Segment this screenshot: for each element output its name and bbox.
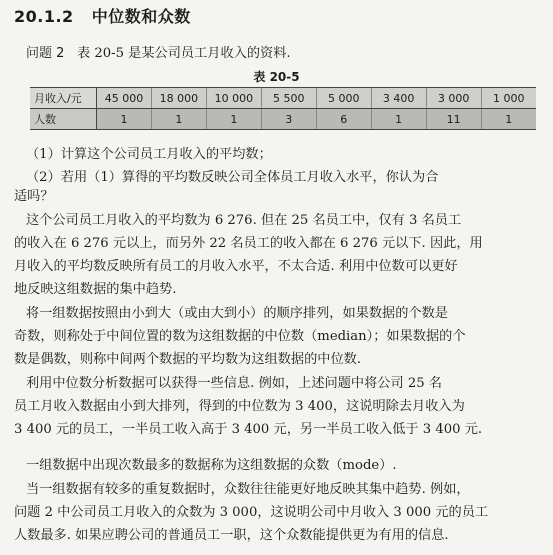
income-cell: 45 000: [97, 88, 152, 109]
count-cell: 6: [316, 109, 371, 130]
paragraph-line: 地反映这组数据的集中趋势.: [14, 282, 177, 297]
row-header-income: 月收入/元: [30, 88, 97, 109]
definition-line: 奇数，则称处于中间位置的数为这组数据的中位数（median）；如果数据的个: [14, 329, 466, 344]
paragraph-line: 人数最多. 如果应聘公司的普通员工一职，这个众数能提供更为有用的信息.: [14, 528, 449, 543]
table-caption: 表 20-5: [253, 70, 300, 84]
income-cell: 5 500: [261, 88, 316, 109]
income-cell: 3 400: [371, 88, 426, 109]
problem-statement: [14, 45, 552, 62]
count-cell: 1: [481, 109, 536, 130]
income-cell: 18 000: [151, 88, 206, 109]
count-cell: 1: [151, 109, 206, 130]
section-heading: [14, 4, 191, 27]
question-2-cont: 适吗？: [14, 189, 54, 204]
paragraph-line: 这个公司员工月收入的平均数为 6 276. 但在 25 名员工中，仅有 3 名员工: [26, 213, 462, 228]
paragraph-line: 的收入在 6 276 元以上，而另外 22 名员工的收入都在 6 276 元以下. 因此，用: [14, 236, 483, 251]
problem-label: 问题 2: [26, 46, 65, 61]
paragraph-line: 问题 2 中公司员工月收入的众数为 3 000，这说明公司中月收入 3 000 元的员工: [14, 505, 489, 520]
definition-line: 数是偶数，则称中间两个数据的平均数为这组数据的中位数.: [14, 352, 362, 367]
paragraph-line: 3 400 元的员工，一半员工收入高于 3 400 元，另一半员工收入低于 3 400 元.: [14, 422, 483, 437]
mode-definition: 一组数据中出现次数最多的数据称为这组数据的众数（mode）.: [26, 458, 397, 473]
count-cell: 1: [206, 109, 261, 130]
paragraph-line: 月收入的平均数反映所有员工的月收入水平，不太合适. 利用中位数可以更好: [14, 259, 458, 274]
row-header-count: 人数: [30, 109, 97, 130]
count-cell: 3: [261, 109, 316, 130]
definition-line: 将一组数据按照由小到大（或由大到小）的顺序排列，如果数据的个数是: [26, 306, 448, 321]
count-cell: 1: [97, 109, 152, 130]
section-number: 20.1.2: [14, 7, 74, 26]
problem-text: 表 20-5 是某公司员工月收入的资料.: [76, 46, 291, 61]
income-cell: 10 000: [206, 88, 261, 109]
paragraph-line: 员工月收入数据由小到大排列，得到的中位数为 3 400，这说明除去月收入为: [14, 399, 465, 414]
income-table: [30, 87, 536, 130]
table-row-count: [30, 109, 536, 130]
count-cell: 1: [371, 109, 426, 130]
paragraph-line: 利用中位数分析数据可以获得一些信息. 例如，上述问题中将公司 25 名: [26, 376, 442, 391]
table-row-income: [30, 88, 536, 109]
income-cell: 3 000: [426, 88, 481, 109]
question-2: （2）若用（1）算得的平均数反映公司全体员工月收入水平，你认为合: [26, 170, 439, 185]
section-title: 中位数和众数: [91, 7, 191, 26]
count-cell: 11: [426, 109, 481, 130]
paragraph-line: 当一组数据有较多的重复数据时，众数往往能更好地反映其集中趋势. 例如，: [26, 482, 470, 497]
question-1: （1）计算这个公司员工月收入的平均数；: [26, 147, 272, 162]
income-cell: 5 000: [316, 88, 371, 109]
income-cell: 1 000: [481, 88, 536, 109]
